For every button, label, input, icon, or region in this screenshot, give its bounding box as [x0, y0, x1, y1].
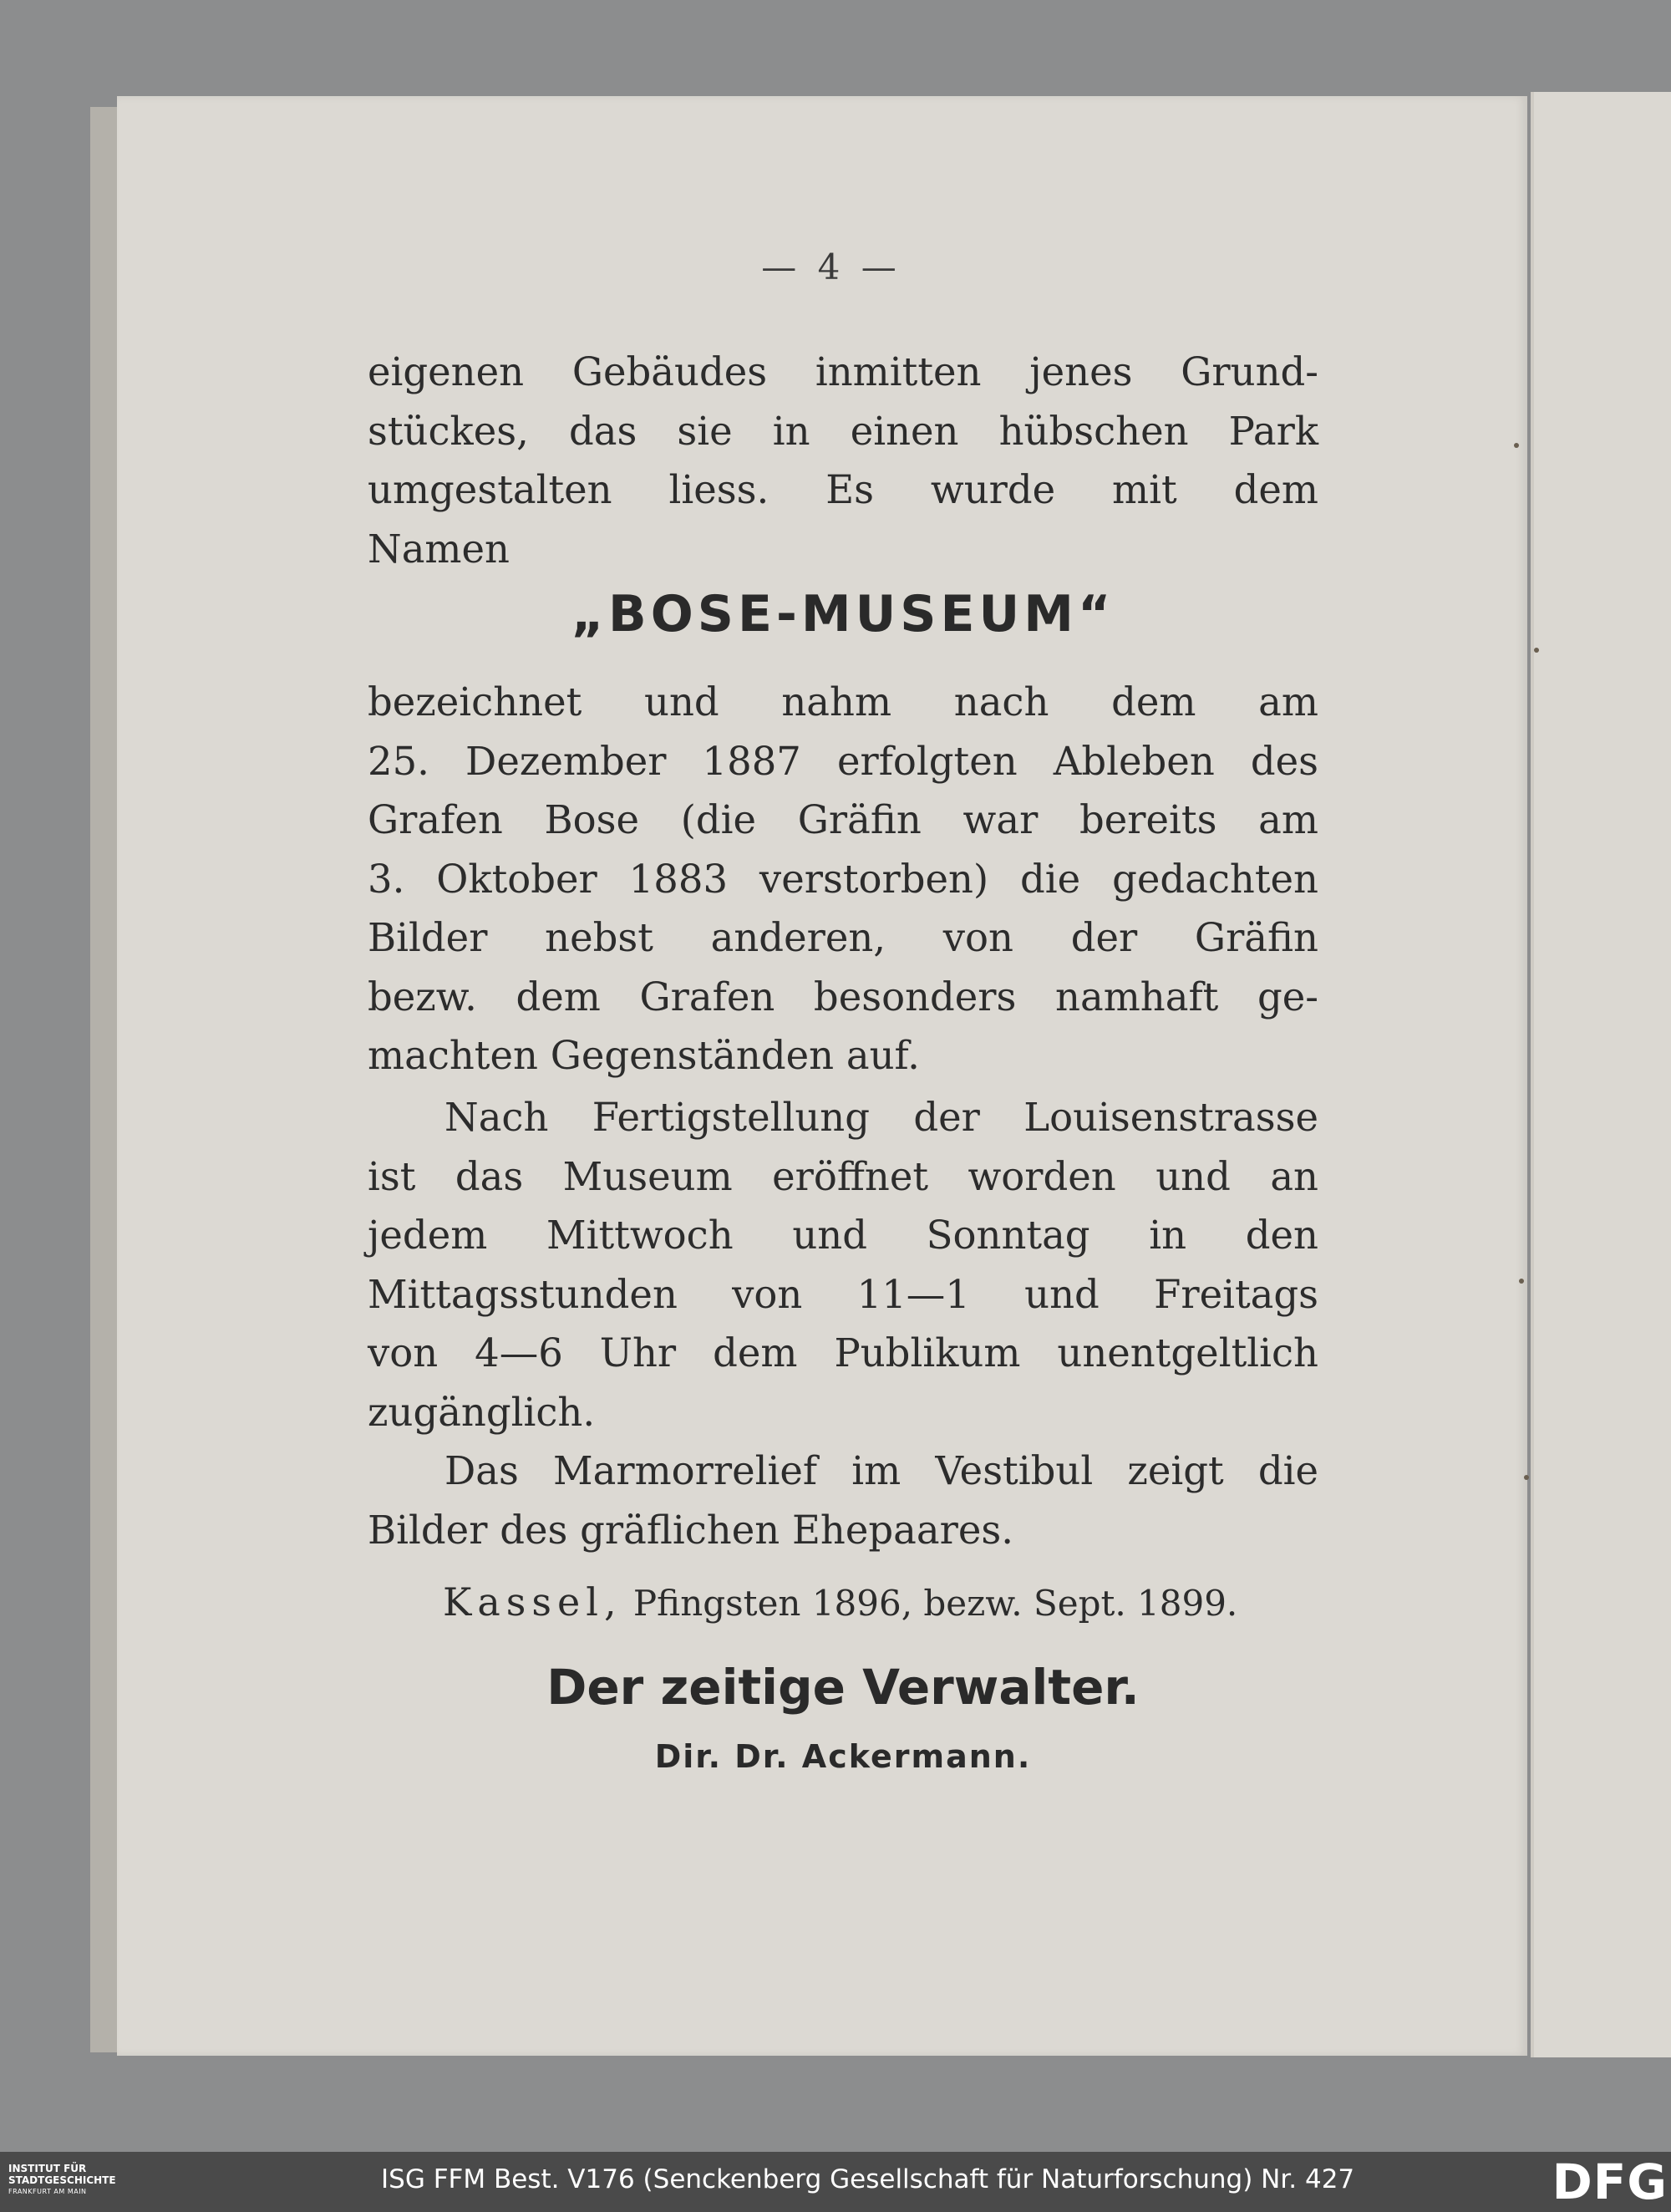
signoff-place: Kassel,: [443, 1579, 622, 1625]
text-line: von 4—6 Uhr dem Publikum unentgeltlich: [368, 1330, 1318, 1376]
institution-line: STADTGESCHICHTE: [8, 2174, 116, 2186]
text-line: zugänglich.: [368, 1389, 596, 1435]
institution-line: FRANKFURT AM MAIN: [8, 2188, 87, 2195]
dfg-logo: DFG: [1552, 2154, 1668, 2210]
signoff-title: Der zeitige Verwalter.: [546, 1659, 1140, 1716]
text-line: 3. Oktober 1883 verstorben) die gedachten: [368, 856, 1318, 902]
text-line: bezeichnet und nahm nach dem am: [368, 679, 1318, 725]
text-line: Grafen Bose (die Gräfin war bereits am: [368, 797, 1318, 842]
signoff-date: Pfingsten 1896, bezw. Sept. 1899.: [632, 1583, 1238, 1624]
text-line: umgestalten liess. Es wurde mit dem: [368, 467, 1318, 512]
text-line: jedem Mittwoch und Sonntag in den: [368, 1213, 1318, 1258]
paragraph-4: [368, 1442, 1318, 1559]
text-line: Bilder des gräflichen Ehepaares.: [368, 1507, 1013, 1553]
paragraph-1: [368, 343, 1318, 578]
paragraph-3: [368, 1088, 1318, 1442]
text-line: machten Gegenständen auf.: [368, 1033, 920, 1078]
text-line: Mittagsstunden von 11—1 und Freitags: [368, 1271, 1318, 1317]
page-number: — 4 —: [761, 247, 902, 287]
archive-caption: ISG FFM Best. V176 (Senckenberg Gesellschaft für Naturforschung) Nr. 427: [381, 2164, 1355, 2194]
institution-line: INSTITUT FÜR: [8, 2163, 87, 2174]
facing-page-edge: [1531, 92, 1671, 2057]
signoff-name: Dir. Dr. Ackermann.: [654, 1738, 1032, 1775]
text-line: Nach Fertigstellung der Louisenstrasse: [444, 1095, 1318, 1140]
text-line: 25. Dezember 1887 erfolgten Ableben des: [368, 738, 1318, 784]
paper-speck: [1534, 648, 1539, 653]
institution-logo: [8, 2163, 159, 2198]
text-line: stückes, das sie in einen hübschen Park: [368, 408, 1318, 454]
museum-heading: „BOSE-MUSEUM“: [571, 585, 1115, 643]
text-line: Namen: [368, 526, 510, 572]
text-line: eigenen Gebäudes inmitten jenes Grund-: [368, 349, 1318, 394]
paragraph-2: [368, 673, 1318, 1086]
paper-speck: [1519, 1279, 1524, 1284]
paper-speck: [1514, 443, 1519, 448]
signoff-place-date: [443, 1579, 1312, 1625]
text-line: ist das Museum eröffnet worden und an: [368, 1153, 1318, 1199]
paper-speck: [1524, 1475, 1529, 1480]
text-line: Bilder nebst anderen, von der Gräfin: [368, 915, 1318, 960]
text-line: bezw. dem Grafen besonders namhaft ge-: [368, 974, 1318, 1020]
text-line: Das Marmorrelief im Vestibul zeigt die: [444, 1448, 1318, 1493]
